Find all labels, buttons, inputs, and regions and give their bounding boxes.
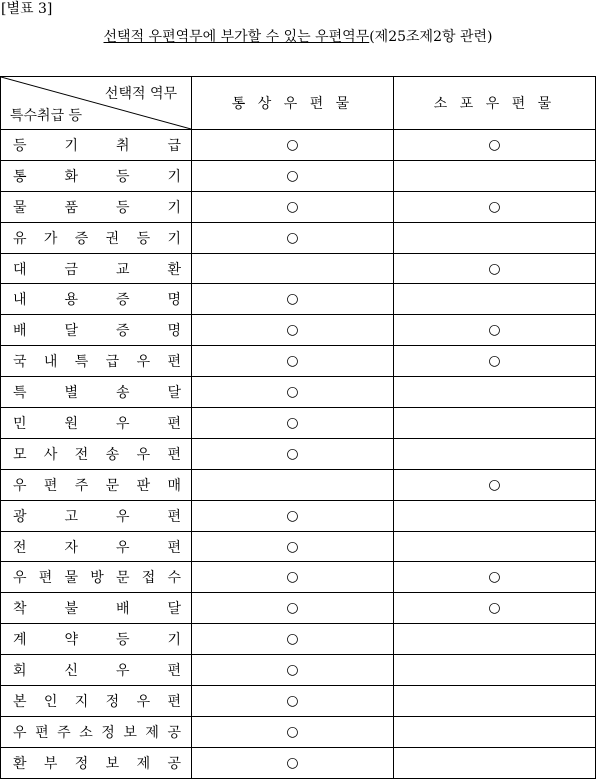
table-row bbox=[1, 222, 596, 253]
header-row bbox=[1, 77, 596, 130]
table-row bbox=[1, 655, 596, 686]
service-name-cell bbox=[1, 191, 192, 222]
service-name-cell bbox=[1, 408, 192, 439]
parcel-mail-mark: ○ bbox=[394, 130, 596, 161]
service-name-cell bbox=[1, 716, 192, 747]
service-name: 유 가 증 권 등 기 bbox=[13, 230, 181, 247]
service-name-cell bbox=[1, 593, 192, 624]
regular-mail-mark: ○ bbox=[192, 346, 394, 377]
table-row bbox=[1, 624, 596, 655]
table-row bbox=[1, 469, 596, 500]
regular-mail-mark: ○ bbox=[192, 284, 394, 315]
parcel-mail-mark: ○ bbox=[394, 562, 596, 593]
service-name-cell bbox=[1, 624, 192, 655]
regular-mail-mark: ○ bbox=[192, 624, 394, 655]
table-row bbox=[1, 160, 596, 191]
regular-mail-mark: ○ bbox=[192, 655, 394, 686]
table-row bbox=[1, 686, 596, 717]
parcel-mail-mark: ○ bbox=[394, 593, 596, 624]
regular-mail-mark bbox=[192, 253, 394, 284]
regular-mail-mark: ○ bbox=[192, 438, 394, 469]
service-name-cell bbox=[1, 655, 192, 686]
table-row bbox=[1, 716, 596, 747]
diagonal-header-cell bbox=[1, 77, 192, 130]
table-row bbox=[1, 593, 596, 624]
service-name: 모 사 전 송 우 편 bbox=[13, 446, 181, 463]
service-name: 대 금 교 환 bbox=[13, 261, 181, 278]
regular-mail-mark: ○ bbox=[192, 191, 394, 222]
table-row bbox=[1, 531, 596, 562]
table-row bbox=[1, 562, 596, 593]
table-row bbox=[1, 284, 596, 315]
service-name: 국 내 특 급 우 편 bbox=[13, 354, 181, 371]
parcel-mail-mark bbox=[394, 160, 596, 191]
service-name: 특 별 송 달 bbox=[13, 385, 181, 402]
parcel-mail-mark: ○ bbox=[394, 315, 596, 346]
table-row bbox=[1, 315, 596, 346]
parcel-mail-mark bbox=[394, 500, 596, 531]
regular-mail-mark: ○ bbox=[192, 716, 394, 747]
service-name-cell bbox=[1, 686, 192, 717]
regular-mail-mark: ○ bbox=[192, 747, 394, 778]
service-name-cell bbox=[1, 222, 192, 253]
parcel-mail-mark bbox=[394, 408, 596, 439]
parcel-mail-mark bbox=[394, 222, 596, 253]
regular-mail-mark: ○ bbox=[192, 408, 394, 439]
regular-mail-mark: ○ bbox=[192, 593, 394, 624]
service-name-cell bbox=[1, 377, 192, 408]
postal-services-table bbox=[0, 76, 596, 779]
parcel-mail-mark bbox=[394, 655, 596, 686]
title-main: 선택적 우편역무에 부가할 수 있는 우편역무 bbox=[103, 29, 370, 45]
table-row bbox=[1, 346, 596, 377]
service-name: 착 불 배 달 bbox=[13, 601, 181, 618]
service-name: 민 원 우 편 bbox=[13, 415, 181, 432]
service-name-cell bbox=[1, 531, 192, 562]
service-name-cell bbox=[1, 315, 192, 346]
regular-mail-mark: ○ bbox=[192, 531, 394, 562]
regular-mail-mark: ○ bbox=[192, 315, 394, 346]
table-row bbox=[1, 191, 596, 222]
regular-mail-mark: ○ bbox=[192, 500, 394, 531]
service-name: 우 편 물 방 문 접 수 bbox=[13, 570, 181, 587]
table-row bbox=[1, 130, 596, 161]
service-name: 회 신 우 편 bbox=[13, 663, 181, 680]
diag-top-label: 선택적 역무 bbox=[104, 86, 177, 102]
service-name: 통 화 등 기 bbox=[13, 168, 181, 185]
service-name: 등 기 취 급 bbox=[13, 137, 181, 154]
table-row bbox=[1, 377, 596, 408]
parcel-mail-mark bbox=[394, 747, 596, 778]
service-name-cell bbox=[1, 253, 192, 284]
parcel-mail-mark: ○ bbox=[394, 253, 596, 284]
document-title bbox=[0, 28, 596, 46]
service-name-cell bbox=[1, 160, 192, 191]
service-name-cell bbox=[1, 562, 192, 593]
service-name: 광 고 우 편 bbox=[13, 508, 181, 525]
parcel-mail-mark bbox=[394, 624, 596, 655]
regular-mail-mark: ○ bbox=[192, 160, 394, 191]
table-row bbox=[1, 408, 596, 439]
service-name: 내 용 증 명 bbox=[13, 292, 181, 309]
diag-bottom-label: 특수취급 등 bbox=[10, 108, 83, 124]
service-name: 우 편 주 문 판 매 bbox=[13, 477, 181, 494]
service-name-cell bbox=[1, 438, 192, 469]
service-name: 환 부 정 보 제 공 bbox=[13, 755, 181, 772]
table-row bbox=[1, 500, 596, 531]
parcel-mail-mark: ○ bbox=[394, 469, 596, 500]
regular-mail-mark bbox=[192, 469, 394, 500]
service-name-cell bbox=[1, 747, 192, 778]
service-name-cell bbox=[1, 500, 192, 531]
parcel-mail-mark: ○ bbox=[394, 346, 596, 377]
regular-mail-mark: ○ bbox=[192, 686, 394, 717]
parcel-mail-mark bbox=[394, 438, 596, 469]
regular-mail-mark: ○ bbox=[192, 130, 394, 161]
parcel-mail-mark: ○ bbox=[394, 191, 596, 222]
col-header-parcel-mail: 소 포 우 편 물 bbox=[394, 77, 596, 130]
parcel-mail-mark bbox=[394, 377, 596, 408]
parcel-mail-mark bbox=[394, 531, 596, 562]
regular-mail-mark: ○ bbox=[192, 377, 394, 408]
service-name: 배 달 증 명 bbox=[13, 323, 181, 340]
col-header-regular-mail: 통 상 우 편 물 bbox=[192, 77, 394, 130]
service-name: 본 인 지 정 우 편 bbox=[13, 693, 181, 710]
service-name: 전 자 우 편 bbox=[13, 539, 181, 556]
service-name-cell bbox=[1, 346, 192, 377]
table-row bbox=[1, 747, 596, 778]
regular-mail-mark: ○ bbox=[192, 562, 394, 593]
service-name: 우 편 주 소 정 보 제 공 bbox=[13, 724, 181, 741]
parcel-mail-mark bbox=[394, 686, 596, 717]
regular-mail-mark: ○ bbox=[192, 222, 394, 253]
parcel-mail-mark bbox=[394, 284, 596, 315]
service-name-cell bbox=[1, 284, 192, 315]
table-row bbox=[1, 438, 596, 469]
parcel-mail-mark bbox=[394, 716, 596, 747]
table-row bbox=[1, 253, 596, 284]
service-name-cell bbox=[1, 469, 192, 500]
title-reference: (제25조제2항 관련) bbox=[369, 29, 493, 45]
service-name: 물 품 등 기 bbox=[13, 199, 181, 216]
service-name-cell bbox=[1, 130, 192, 161]
appendix-label: [별표 3] bbox=[1, 1, 53, 17]
service-name: 계 약 등 기 bbox=[13, 632, 181, 649]
